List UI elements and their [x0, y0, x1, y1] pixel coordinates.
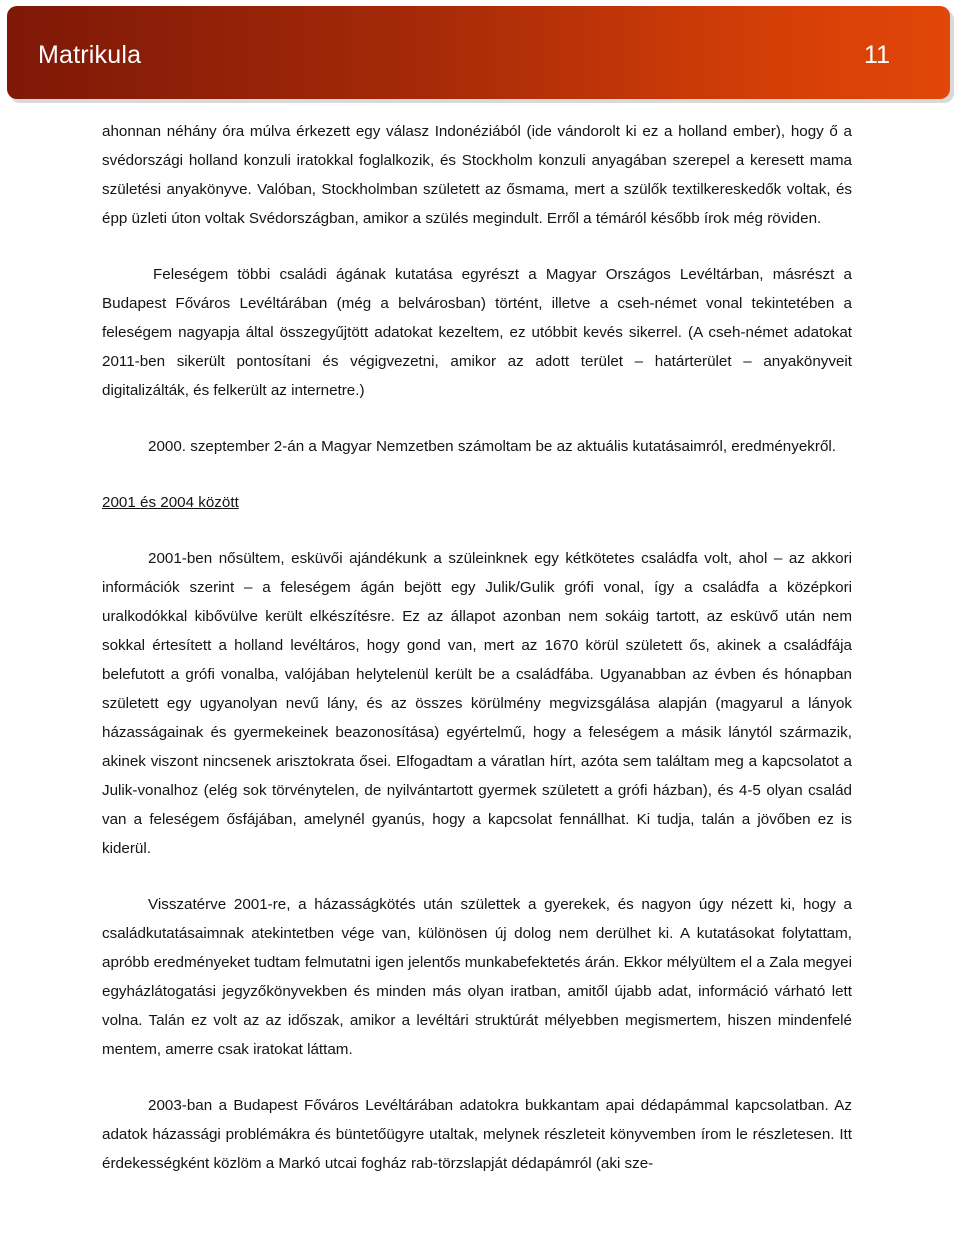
- section-paragraph-1: 2001-ben nősültem, esküvői ajándékunk a szüleinknek egy kétkötetes családfa volt, ahol – az akkori információk szerint – a feleségem ágán bejött egy Julik/Gulik grófi vonal, így a családfa a középkori uralkodókkal kibővülve került elkészítésre. Ez az állapot azonban nem sokáig tartott, az esküvő után nem sokkal értesített a holland levéltáros, hogy gond van, mert az 1670 körül született ős, akinek a családfája belefutott a grófi vonalba, valójában helytelenül került be a családfába. Ugyanabban az évben és hónapban született egy ugyanolyan nevű lány, és az összes körülmény megvizsgálása alapján (magyarul a lányok házasságainak és gyermekeinek beazonosítása) egyértelmű, hogy a feleségem a másik lánytól származik, akinek viszont nincsenek arisztokrata ősei. Elfogadtam a váratlan hírt, azóta sem találtam meg a kapcsolatot a Julik-vonalhoz (elég sok törvénytelen, de nyilvántartott gyermek született a grófi házban), és 4-5 olyan család van a feleségem ősfájában, amelynél gyanús, hogy a kapcsolat fennállhat. Ki tudja, talán a jövőben ez is kiderül.: [102, 550, 852, 857]
- paragraph-3: 2000. szeptember 2-án a Magyar Nemzetben számoltam be az aktuális kutatásaimról, eredményekről.: [148, 438, 836, 455]
- paragraph-2: Feleségem többi családi ágának kutatása egyrészt a Magyar Országos Levéltárban, másrészt a Budapest Főváros Levéltárában (még a belvárosban) történt, illetve a cseh-német vonal tekintetében a feleségem nagyapja által összegyűjtött adatokat kezeltem, ez utóbbit kevés sikerrel. (A cseh-német adatokat 2011-ben sikerült pontosítani és végigvezetni, amikor az adott terület – határterület – anyakönyveit digitalizálták, és felkerült az internetre.): [102, 266, 852, 399]
- section-paragraph-3: 2003-ban a Budapest Főváros Levéltárában adatokra bukkantam apai dédapámmal kapcsolatban. Az adatok házassági problémákra és büntetőügyre utaltak, melynek részleteit könyvemben írom le részletesen. Itt érdekességként közlöm a Markó utcai fogház rab-törzslapját dédapámról (aki sze-: [102, 1097, 852, 1172]
- page-content: [102, 117, 852, 1205]
- page-number: 11: [864, 41, 890, 69]
- section-heading: 2001 és 2004 között: [102, 494, 239, 511]
- section-paragraph-2: Visszatérve 2001-re, a házasságkötés után születtek a gyerekek, és nagyon úgy nézett ki, hogy a családkutatásaimnak atekintetben vége van, különösen új dolog nem derülhet ki. A kutatásokat folytattam, apróbb eredményeket tudtam felmutatni igen jelentős munkabefektetés árán. Ekkor mélyültem el a Zala megyei egyházlátogatási jegyzőkönyvekben és minden más olyan iratban, amitől újabb adat, információ várható lett volna. Talán ez volt az az időszak, amikor a levéltári struktúrát mélyebben megismertem, hiszen mindenfelé mentem, amerre csak iratokat láttam.: [102, 896, 852, 1058]
- paragraph-1: ahonnan néhány óra múlva érkezett egy válasz Indonéziából (ide vándorolt ki ez a holland ember), hogy ő a svédországi holland konzuli iratokkal foglalkozik, és Stockholm konzuli anyagában szerepel a keresett mama születési anyakönyve. Valóban, Stockholmban született az ősmama, mert a szülők textilkereskedők voltak, és épp üzleti úton voltak Svédországban, amikor a szülés megindult. Erről a témáról később írok még röviden.: [102, 123, 852, 227]
- document-title: Matrikula: [38, 41, 142, 69]
- page-header: [7, 6, 950, 99]
